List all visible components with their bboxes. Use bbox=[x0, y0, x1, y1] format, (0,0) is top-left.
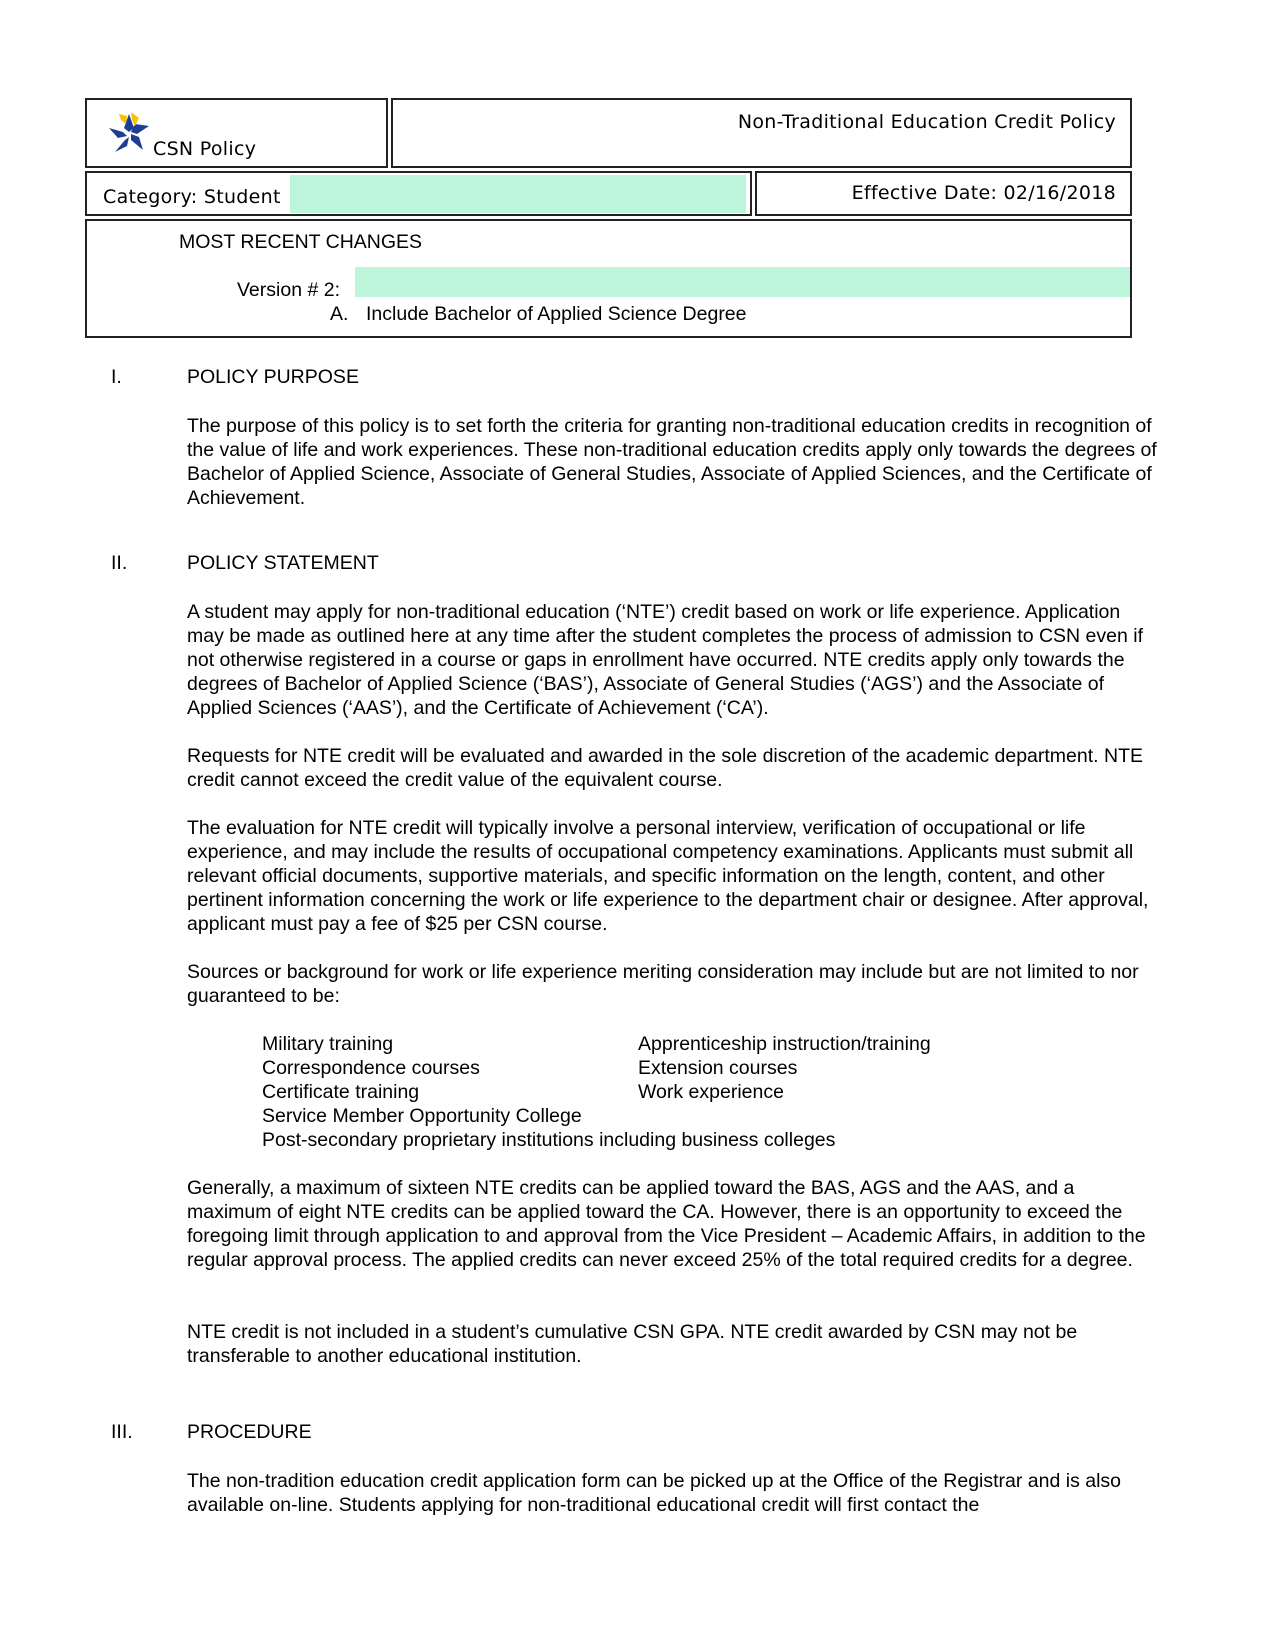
list-item: Apprenticeship instruction/training bbox=[638, 1033, 931, 1055]
purpose-paragraph: The purpose of this policy is to set forth the criteria for granting non-traditional education credits in recognition of the value of life and work experiences. These non-traditional education credits apply only towards the degrees of Bachelor of Applied Science, Associate of General Studies, Associate of Applied Sciences, and the Certificate of Achievement. bbox=[187, 415, 1157, 509]
change-item: Include Bachelor of Applied Science Degree bbox=[366, 303, 747, 325]
category-highlight bbox=[290, 175, 746, 213]
policy-title: Non-Traditional Education Credit Policy bbox=[737, 111, 1116, 133]
change-marker: A. bbox=[330, 303, 349, 325]
section-number: II. bbox=[111, 552, 128, 574]
section-heading-policy-statement: POLICY STATEMENT bbox=[187, 552, 379, 574]
recent-changes-box bbox=[85, 219, 1132, 338]
statement-paragraph-2: Requests for NTE credit will be evaluated and awarded in the sole discretion of the academic department. NTE credit cannot exceed the credit value of the equivalent course. bbox=[187, 745, 1143, 791]
org-label: CSN Policy bbox=[153, 138, 257, 160]
statement-paragraph-1: A student may apply for non-traditional education (‘NTE’) credit based on work or life experience. Application may be made as outlined here at any time after the student completes the process of admission to CSN even if not otherwise registered in a course or gaps in enrollment have occurred. NTE credits apply only towards the degrees of Bachelor of Applied Science (‘BAS’), Associate of General Studies (‘AGS’) and the Associate of Applied Sciences (‘AAS’), and the Certificate of Achievement (‘CA’). bbox=[187, 601, 1144, 719]
list-item: Extension courses bbox=[638, 1057, 798, 1079]
list-item: Certificate training bbox=[262, 1081, 420, 1103]
statement-paragraph-5: Generally, a maximum of sixteen NTE credits can be applied toward the BAS, AGS and the AAS, and a maximum of eight NTE credits can be applied toward the CA. However, there is an opportunity to exceed the foregoing limit through application to and approval from the Vice President – Academic Affairs, in addition to the regular approval process. The applied credits can never exceed 25% of the total required credits for a degree. bbox=[187, 1177, 1146, 1271]
effective-date-cell bbox=[755, 171, 1132, 216]
category-cell bbox=[85, 171, 752, 216]
effective-date: Effective Date: 02/16/2018 bbox=[851, 182, 1116, 204]
procedure-paragraph: The non-tradition education credit application form can be picked up at the Office of the Registrar and is also available on-line. Students applying for non-traditional educational credit will first contact the bbox=[187, 1470, 1122, 1516]
header-org-cell bbox=[85, 98, 388, 168]
section-number: III. bbox=[111, 1421, 133, 1443]
version-label: Version # 2: bbox=[237, 279, 340, 301]
list-item: Military training bbox=[262, 1033, 394, 1055]
statement-paragraph-6: NTE credit is not included in a student’s cumulative CSN GPA. NTE credit awarded by CSN may not be transferable to another educational institution. bbox=[187, 1321, 1078, 1367]
list-item: Work experience bbox=[638, 1081, 784, 1103]
statement-paragraph-3: The evaluation for NTE credit will typically involve a personal interview, verification of occupational or life experience, and may include the results of occupational competency examinations. Applicants must submit all relevant official documents, supportive materials, and specific information on the length, content, and other pertinent information concerning the work or life experience to the department chair or designee. After approval, applicant must pay a fee of $25 per CSN course. bbox=[187, 817, 1149, 935]
recent-changes-heading: MOST RECENT CHANGES bbox=[179, 231, 423, 253]
section-number: I. bbox=[111, 366, 122, 388]
list-item: Service Member Opportunity College bbox=[262, 1105, 582, 1127]
section-heading-procedure: PROCEDURE bbox=[187, 1421, 312, 1443]
header-title-cell bbox=[391, 98, 1132, 168]
csn-star-logo-icon bbox=[105, 110, 153, 156]
list-item: Post-secondary proprietary institutions including business colleges bbox=[262, 1129, 836, 1151]
section-heading-policy-purpose: POLICY PURPOSE bbox=[187, 366, 359, 388]
list-item: Correspondence courses bbox=[262, 1057, 480, 1079]
version-highlight bbox=[355, 267, 1130, 297]
category-label: Category: Student bbox=[103, 186, 281, 208]
statement-paragraph-4: Sources or background for work or life experience meriting consideration may include but are not limited to nor guaranteed to be: bbox=[187, 961, 1139, 1007]
